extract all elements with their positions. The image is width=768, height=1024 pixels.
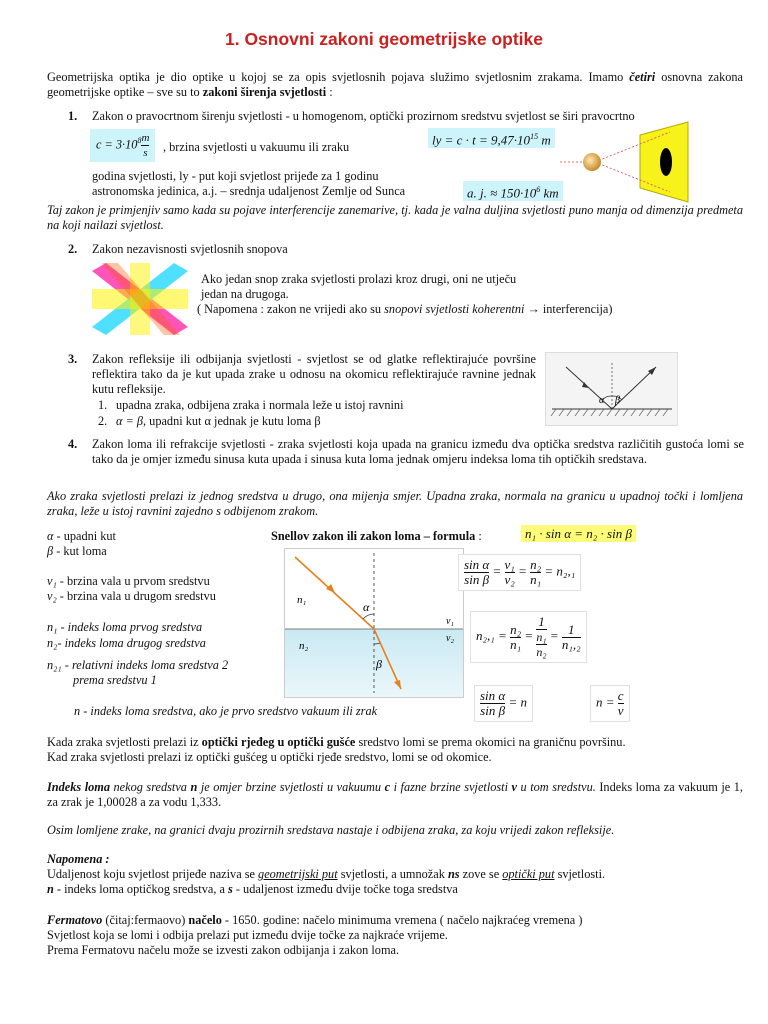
lightyear-text: godina svjetlosti, ly - put koji svjetlost prijeđe za 1 godinu bbox=[92, 169, 379, 183]
law2-desc-2: jedan na drugoga. bbox=[201, 287, 289, 301]
diagram-beta: β bbox=[376, 657, 382, 671]
diagram-v1: v₁ bbox=[446, 616, 454, 627]
reflection-diagram bbox=[545, 352, 678, 426]
legend-n21: n₂₁ - relativni indeks loma sredstva 2 bbox=[47, 658, 229, 672]
speed-text: , brzina svjetlosti u vakuumu ili zraku bbox=[163, 140, 350, 154]
snell-formula: n₁ · sin α = n₂ · sin β bbox=[521, 525, 636, 542]
law1-number: 1. bbox=[68, 109, 78, 123]
law3-item1: upadna zraka, odbijena zraka i normala leže u istoj ravnini bbox=[116, 398, 404, 412]
reflect-note: Osim lomljene zrake, na granici dvaju prozirnih sredstava nastaje i odbijena zraka, za koju vrijedi zakon refleksije. bbox=[47, 823, 615, 837]
reflection-alpha: α bbox=[599, 395, 605, 406]
fermat-line-1: Fermatovo (čitaj:fermaovo) načelo - 1650. godine: načelo minimuma vremena ( načelo najkraćeg vremena ) bbox=[47, 913, 583, 927]
au-text: astronomska jedinica, a.j. – srednja udaljenost Zemlje od Sunca bbox=[92, 184, 406, 198]
legend-n1: n₁ - indeks loma prvog sredstva bbox=[47, 620, 203, 634]
law2-number: 2. bbox=[68, 242, 78, 256]
law1-text: Zakon o pravocrtnom širenju svjetlosti - u homogenom, optički prozirnom sredstvu svjetlost se širi pravocrtno bbox=[92, 109, 635, 123]
law2-desc-1: Ako jedan snop zraka svjetlosti prolazi kroz drugi, oni ne utječu bbox=[201, 272, 517, 286]
law4-number: 4. bbox=[68, 437, 78, 451]
napomena-line-1: Udaljenost koju svjetlost prijeđe naziva se geometrijski put svjetlosti, a umnožak ns zove se optički put svjetlosti. bbox=[47, 867, 606, 881]
equation-relative-index: n₂,₁ = $\frac{\text{n₂}}{\text{n₁}}$ = 1 n₁ n₂ = $\frac{1}{\text{n₁,₂}}$ bbox=[470, 611, 587, 663]
refraction-diagram bbox=[284, 548, 464, 698]
equation-index-sin: $\frac{\text{sin α}}{\text{sin β}}$ = n bbox=[474, 685, 533, 722]
napomena-title: Napomena : bbox=[47, 852, 110, 866]
fermat-line-3: Prema Fermatovu načelu može se izvesti zakon odbijanja i zakon loma. bbox=[47, 943, 400, 957]
equation-ratio: $\frac{\text{sin α}}{\text{sin β}}$ = $\frac{\text{v₁}}{\text{v₂}}$ = $\frac{\text{n₂}}{\text{n₁}}$ = n₂,₁ bbox=[458, 554, 581, 591]
law4-note: Ako zraka svjetlosti prelazi iz jednog sredstva u drugo, ona mijenja smjer. Upadna zraka, normala na granicu u upadnoj točki i lomljena zraka, leže u istoj ravnini zajedno s odbijenom zrakom. bbox=[47, 489, 743, 518]
napomena-line-2: n - indeks loma optičkog sredstva, a s - udaljenost između dvije točke toga sredstva bbox=[47, 882, 458, 896]
legend-v2: v₂ - brzina vala u drugom sredstvu bbox=[47, 589, 216, 603]
diagram-alpha: α bbox=[363, 600, 370, 614]
dense-rule-1: Kada zraka svjetlosti prelazi iz optički rjeđeg u optički gušće sredstvo lomi se prema okomici na graničnu površinu. bbox=[47, 735, 626, 749]
legend-n2: n₂- indeks loma drugog sredstva bbox=[47, 636, 206, 650]
reflection-beta: β bbox=[615, 395, 620, 406]
snell-label: Snellov zakon ili zakon loma – formula : bbox=[271, 529, 482, 543]
law1-note: Taj zakon je primjenjiv samo kada su pojave interferencije zanemarive, tj. kada je valna duljina svjetlosti puno manja od dimenzija predmeta na koji nailazi svjetlost. bbox=[47, 203, 743, 232]
diagram-n2: n₂ bbox=[299, 640, 309, 652]
law3-item2-number: 2. bbox=[98, 414, 108, 428]
law3-number: 3. bbox=[68, 352, 78, 366]
light-propagation-diagram bbox=[560, 120, 700, 210]
legend-n: n - indeks loma sredstva, ako je prvo sredstvo vakuum ili zrak bbox=[74, 704, 378, 718]
au-equation: a. j. ≈ $150\cdot 10^6$ km bbox=[463, 181, 563, 201]
legend-n21-cont: prema sredstvu 1 bbox=[73, 673, 157, 687]
diagram-n1: n₁ bbox=[297, 594, 307, 606]
law3-item2: α = β, upadni kut α jednak je kutu loma β bbox=[116, 414, 321, 428]
equation-index-speed: n = $\frac{c}{v}$ bbox=[590, 685, 630, 722]
legend-beta: β - kut loma bbox=[47, 544, 107, 558]
speed-equation: $c = 3\cdot 10^8$ $\frac{m}{s}$ bbox=[90, 129, 155, 162]
law3-item1-number: 1. bbox=[98, 398, 108, 412]
law2-note: ( Napomena : zakon ne vrijedi ako su snopovi svjetlosti koherentni → interferencija) bbox=[197, 302, 613, 316]
index-paragraph: Indeks loma nekog sredstva n je omjer brzine svjetlosti u vakuumu c i fazne brzine svjetlosti v u tom sredstvu. Indeks loma za vakuum je 1, za zrak je 1,00028 a za vodu 1,333. bbox=[47, 780, 743, 809]
dense-rule-2: Kad zraka svjetlosti prelazi iz optički gušćeg u optički rjeđe sredstvo, lomi se od okomice. bbox=[47, 750, 492, 764]
intro-paragraph: Geometrijska optika je dio optike u kojoj se za opis svjetlosnih pojava služimo svjetlosnim zrakama. Imamo četiri osnovna zakona geometrijske optike – sve su to zakoni širenja svjetlosti : bbox=[47, 70, 743, 99]
lightyear-equation: ly = $c \cdot t = 9,47\cdot 10^{15}$ m bbox=[428, 128, 555, 148]
crossing-beams-image bbox=[92, 263, 188, 335]
sun-ball bbox=[583, 153, 601, 171]
legend-alpha: α - upadni kut bbox=[47, 529, 116, 543]
fermat-line-2: Svjetlost koja se lomi i odbija prelazi put između dvije točke za najkraće vrijeme. bbox=[47, 928, 448, 942]
page-title: 1. Osnovni zakoni geometrijske optike bbox=[224, 29, 543, 49]
diagram-v2: v₂ bbox=[446, 633, 454, 644]
shadow-ellipse bbox=[660, 148, 672, 176]
legend-v1: v₁ - brzina vala u prvom sredstvu bbox=[47, 574, 210, 588]
law2-text: Zakon nezavisnosti svjetlosnih snopova bbox=[92, 242, 288, 256]
law3-text: Zakon refleksije ili odbijanja svjetlosti - svjetlost se od glatke reflektirajuće površine reflektira tako da je kut upada zrake u odnosu na okomicu reflektirajuće ravnine jednak kutu refleksije. bbox=[92, 352, 536, 396]
law4-text: Zakon loma ili refrakcije svjetlosti - zraka svjetlosti koja upada na granicu između dva optička sredstva različitih gustoća lomi se tako da je omjer između sinusa kuta upada i sinusa kuta loma jednak omjeru indeksa loma tih optičkih sredstava. bbox=[92, 437, 744, 466]
